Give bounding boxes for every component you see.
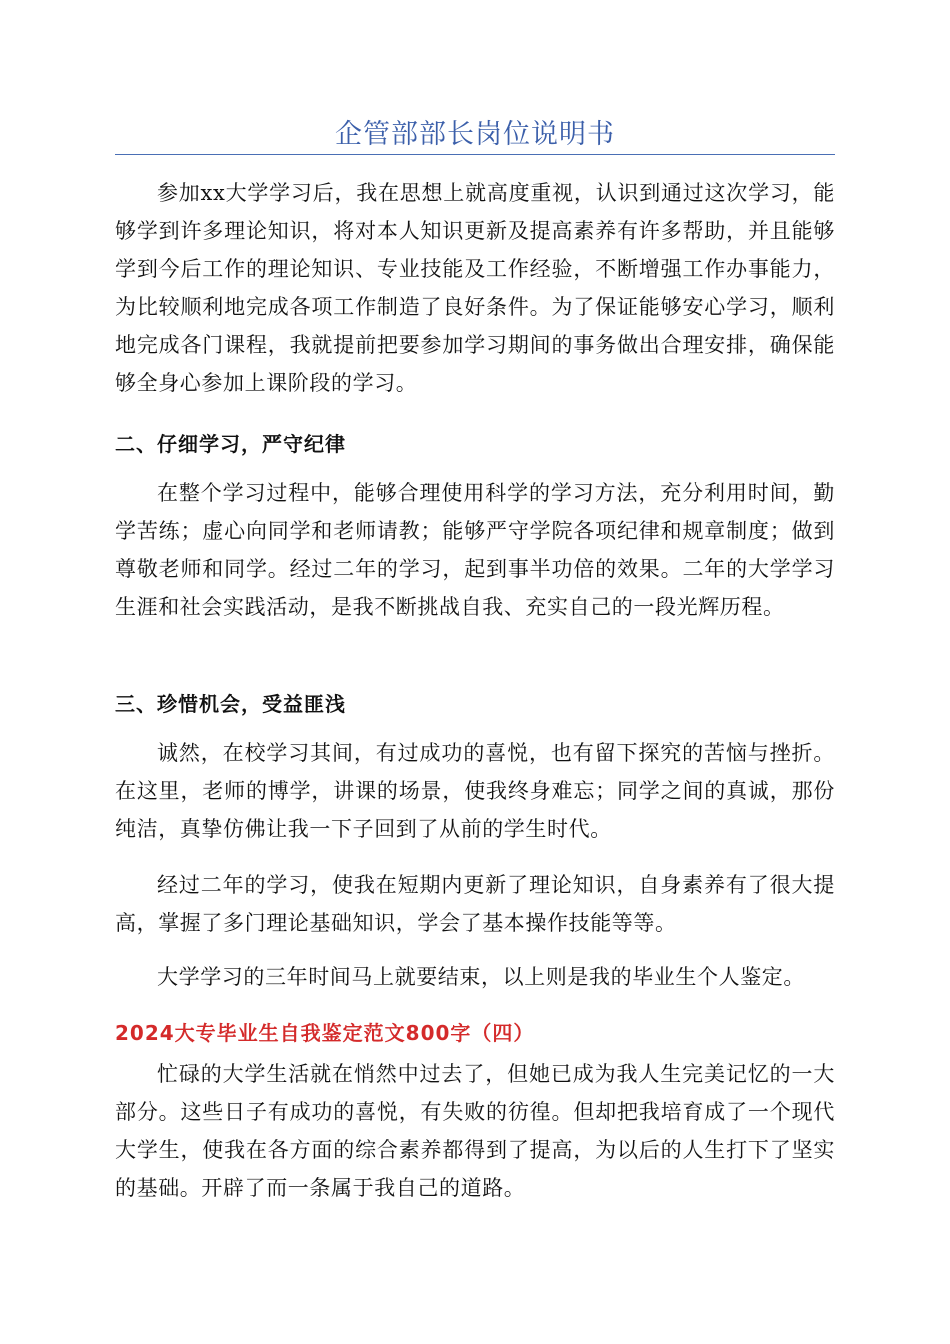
title-underline — [115, 154, 835, 155]
paragraph-knowledge: 经过二年的学习，使我在短期内更新了理论知识，自身素养有了很大提高，掌握了多门理论基础知识，学会了基本操作技能等等。 — [115, 873, 835, 935]
section-heading-3: 三、珍惜机会，受益匪浅 — [115, 692, 346, 716]
paragraph-conclusion: 大学学习的三年时间马上就要结束，以上则是我的毕业生个人鉴定。 — [157, 965, 805, 989]
paragraph-opportunity: 诚然，在校学习其间，有过成功的喜悦，也有留下探究的苦恼与挫折。在这里，老师的博学，讲课的场景，使我终身难忘；同学之间的真诚，那份纯洁，真挚仿佛让我一下子回到了从前的学生时代。 — [115, 741, 835, 841]
paragraph-intro: 参加xx大学学习后，我在思想上就高度重视，认识到通过这次学习，能够学到许多理论知识，将对本人知识更新及提高素养有许多帮助，并且能够学到今后工作的理论知识、专业技能及工作经验，不断增强工作办事能力，为比较顺利地完成各项工作制造了良好条件。为了保证能够安心学习，顺利地完成各门课程，我就提前把要参加学习期间的事务做出合理安排，确保能够全身心参加上课阶段的学习。 — [115, 181, 835, 395]
example-heading-4: 2024大专毕业生自我鉴定范文800字（四） — [115, 1021, 535, 1045]
paragraph-study: 在整个学习过程中，能够合理使用科学的学习方法，充分利用时间，勤学苦练；虚心向同学和老师请教；能够严守学院各项纪律和规章制度；做到尊敬老师和同学。经过二年的学习，起到事半功倍的效果。二年的大学学习生涯和社会实践活动，是我不断挑战自我、充实自己的一段光辉历程。 — [115, 481, 835, 619]
paragraph-college-life: 忙碌的大学生活就在悄然中过去了，但她已成为我人生完美记忆的一大部分。这些日子有成功的喜悦，有失败的彷徨。但却把我培育成了一个现代大学生，使我在各方面的综合素养都得到了提高，为以后的人生打下了坚实的基础。开辟了而一条属于我自己的道路。 — [115, 1062, 835, 1200]
section-heading-2: 二、仔细学习，严守纪律 — [115, 432, 346, 456]
document-title: 企管部部长岗位说明书 — [335, 119, 615, 150]
